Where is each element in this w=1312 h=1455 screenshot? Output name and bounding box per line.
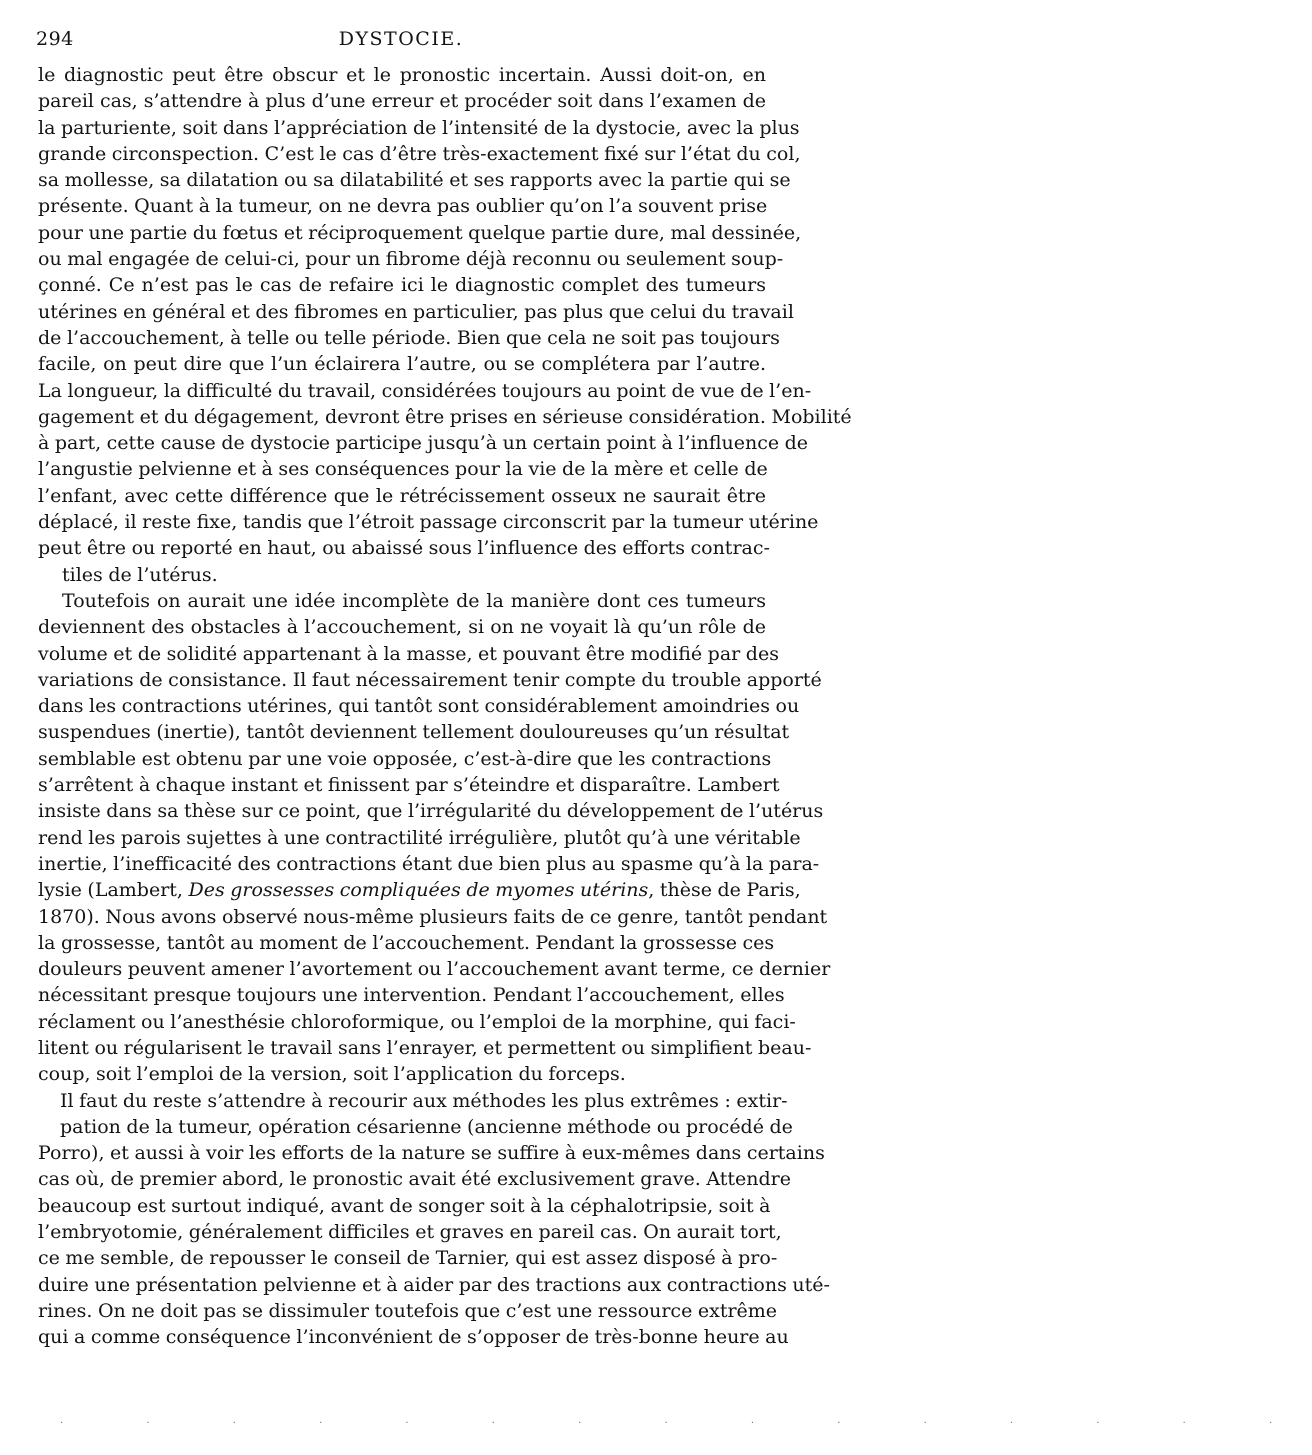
text-line: deviennent des obstacles à l’accouchement, si on ne voyait là qu’un rôle de	[38, 616, 766, 639]
text-line: 1870). Nous avons observé nous-même plusieurs faits de ce genre, tantôt pendant	[38, 905, 828, 928]
text-line: inertie, l’inefficacité des contractions étant due bien plus au spasme qu’à la para-	[38, 852, 820, 875]
cited-thesis-title: Des grossesses compliquées de myomes utérins	[188, 879, 649, 902]
text-line: çonné. Ce n’est pas le cas de refaire ici le diagnostic complet des tumeurs	[38, 274, 766, 297]
text-line: grande circonspection. C’est le cas d’être très-exactement fixé sur l’état du col,	[38, 142, 801, 165]
text-line: pour une partie du fœtus et réciproquement quelque partie dure, mal dessinée,	[38, 221, 802, 244]
text-line: dans les contractions utérines, qui tantôt sont considérablement amoindries ou	[38, 695, 800, 718]
text-line: rend les parois sujettes à une contractilité irrégulière, plutôt qu’à une véritable	[38, 826, 801, 849]
text-line: Il faut du reste s’attendre à recourir aux méthodes les plus extrêmes : extir-	[60, 1089, 788, 1112]
text-line: douleurs peuvent amener l’avortement ou l’accouchement avant terme, ce dernier	[38, 958, 831, 981]
text-line: utérines en général et des fibromes en particulier, pas plus que celui du travail	[38, 300, 794, 323]
body-text	[38, 62, 852, 1351]
text-line: ou mal engagée de celui-ci, pour un fibrome déjà reconnu ou seulement soup-	[38, 248, 784, 271]
text-line: présente. Quant à la tumeur, on ne devra pas oublier qu’on l’a souvent prise	[38, 195, 768, 218]
text-line: pation de la tumeur, opération césarienne (ancienne méthode ou procédé de	[60, 1115, 793, 1138]
text-line: de l’accouchement, à telle ou telle période. Bien que cela ne soit pas toujours	[38, 326, 780, 349]
text-line: duire une présentation pelvienne et à aider par des tractions aux contractions uté-	[38, 1273, 830, 1296]
text-line: à part, cette cause de dystocie participe jusqu’à un certain point à l’influence de	[38, 432, 809, 455]
scan-footer-marks: · · · · · · · · · · · · · · ·	[60, 1418, 1312, 1429]
paragraph-3	[38, 1088, 830, 1351]
running-title: DYSTOCIE.	[338, 28, 464, 50]
text-line: peut être ou reporté en haut, ou abaissé sous l’influence des efforts contrac-	[38, 537, 770, 560]
text-line: le diagnostic peut être obscur et le pronostic incertain. Aussi doit-on, en	[38, 64, 766, 86]
text-line: Porro), et aussi à voir les efforts de la nature se suffire à eux-mêmes dans certains	[38, 1142, 825, 1165]
text-line: tiles de l’utérus.	[62, 563, 218, 586]
text-line: la parturiente, soit dans l’appréciation de l’intensité de la dystocie, avec la plus	[38, 116, 800, 139]
text-line: coup, soit l’emploi de la version, soit l’application du forceps.	[38, 1063, 626, 1086]
text-line: gagement et du dégagement, devront être prises en sérieuse considération. Mobilité	[38, 405, 852, 428]
text-line: ce me semble, de repousser le conseil de Tarnier, qui est assez disposé à pro-	[38, 1247, 778, 1270]
text-fragment: , thèse de Paris,	[648, 879, 801, 902]
text-line: La longueur, la difficulté du travail, considérées toujours au point de vue de l’en-	[38, 379, 812, 402]
text-line: litent ou régularisent le travail sans l’enrayer, et permettent ou simplifient beau-	[38, 1036, 812, 1059]
paragraph-2	[38, 588, 831, 1088]
text-line: qui a comme conséquence l’inconvénient de s’opposer de très-bonne heure au	[38, 1326, 789, 1349]
text-line: l’angustie pelvienne et à ses conséquences pour la vie de la mère et celle de	[38, 458, 768, 481]
text-line: suspendues (inertie), tantôt deviennent tellement douloureuses qu’un résultat	[38, 721, 790, 744]
text-line: sa mollesse, sa dilatation ou sa dilatabilité et ses rapports avec la partie qui se	[38, 169, 791, 192]
text-line: volume et de solidité appartenant à la masse, et pouvant être modifié par des	[38, 642, 779, 665]
text-line: l’enfant, avec cette différence que le rétrécissement osseux ne saurait être	[38, 484, 766, 507]
text-line: réclament ou l’anesthésie chloroformique, ou l’emploi de la morphine, qui faci-	[38, 1010, 796, 1033]
text-fragment: lysie (Lambert,	[38, 879, 189, 902]
text-line: cas où, de premier abord, le pronostic avait été exclusivement grave. Attendre	[38, 1168, 791, 1191]
page-number: 294	[36, 28, 74, 50]
text-line-with-title	[38, 877, 801, 903]
text-line: la grossesse, tantôt au moment de l’accouchement. Pendant la grossesse ces	[38, 931, 775, 954]
text-line: l’embryotomie, généralement difficiles et graves en pareil cas. On aurait tort,	[38, 1221, 782, 1244]
text-line: semblable est obtenu par une voie opposée, c’est-à-dire que les contractions	[38, 747, 772, 770]
text-line: facile, on peut dire que l’un éclairera l’autre, ou se complétera par l’autre.	[38, 353, 766, 376]
text-line: déplacé, il reste fixe, tandis que l’étroit passage circonscrit par la tumeur utérine	[38, 511, 819, 534]
text-line: insiste dans sa thèse sur ce point, que l’irrégularité du développement de l’utérus	[38, 800, 824, 823]
page-header	[36, 28, 766, 58]
text-line: pareil cas, s’attendre à plus d’une erreur et procéder soit dans l’examen de	[38, 90, 766, 113]
text-line: rines. On ne doit pas se dissimuler toutefois que c’est une ressource extrême	[38, 1299, 778, 1322]
text-line: Toutefois on aurait une idée incomplète de la manière dont ces tumeurs	[62, 589, 766, 612]
text-line: variations de consistance. Il faut nécessairement tenir compte du trouble apporté	[38, 668, 822, 691]
text-line: nécessitant presque toujours une intervention. Pendant l’accouchement, elles	[38, 984, 785, 1007]
text-line: beaucoup est surtout indiqué, avant de songer soit à la céphalotripsie, soit à	[38, 1194, 771, 1217]
paragraph-1	[38, 62, 852, 588]
text-line: s’arrêtent à chaque instant et finissent par s’éteindre et disparaître. Lambert	[38, 774, 780, 797]
